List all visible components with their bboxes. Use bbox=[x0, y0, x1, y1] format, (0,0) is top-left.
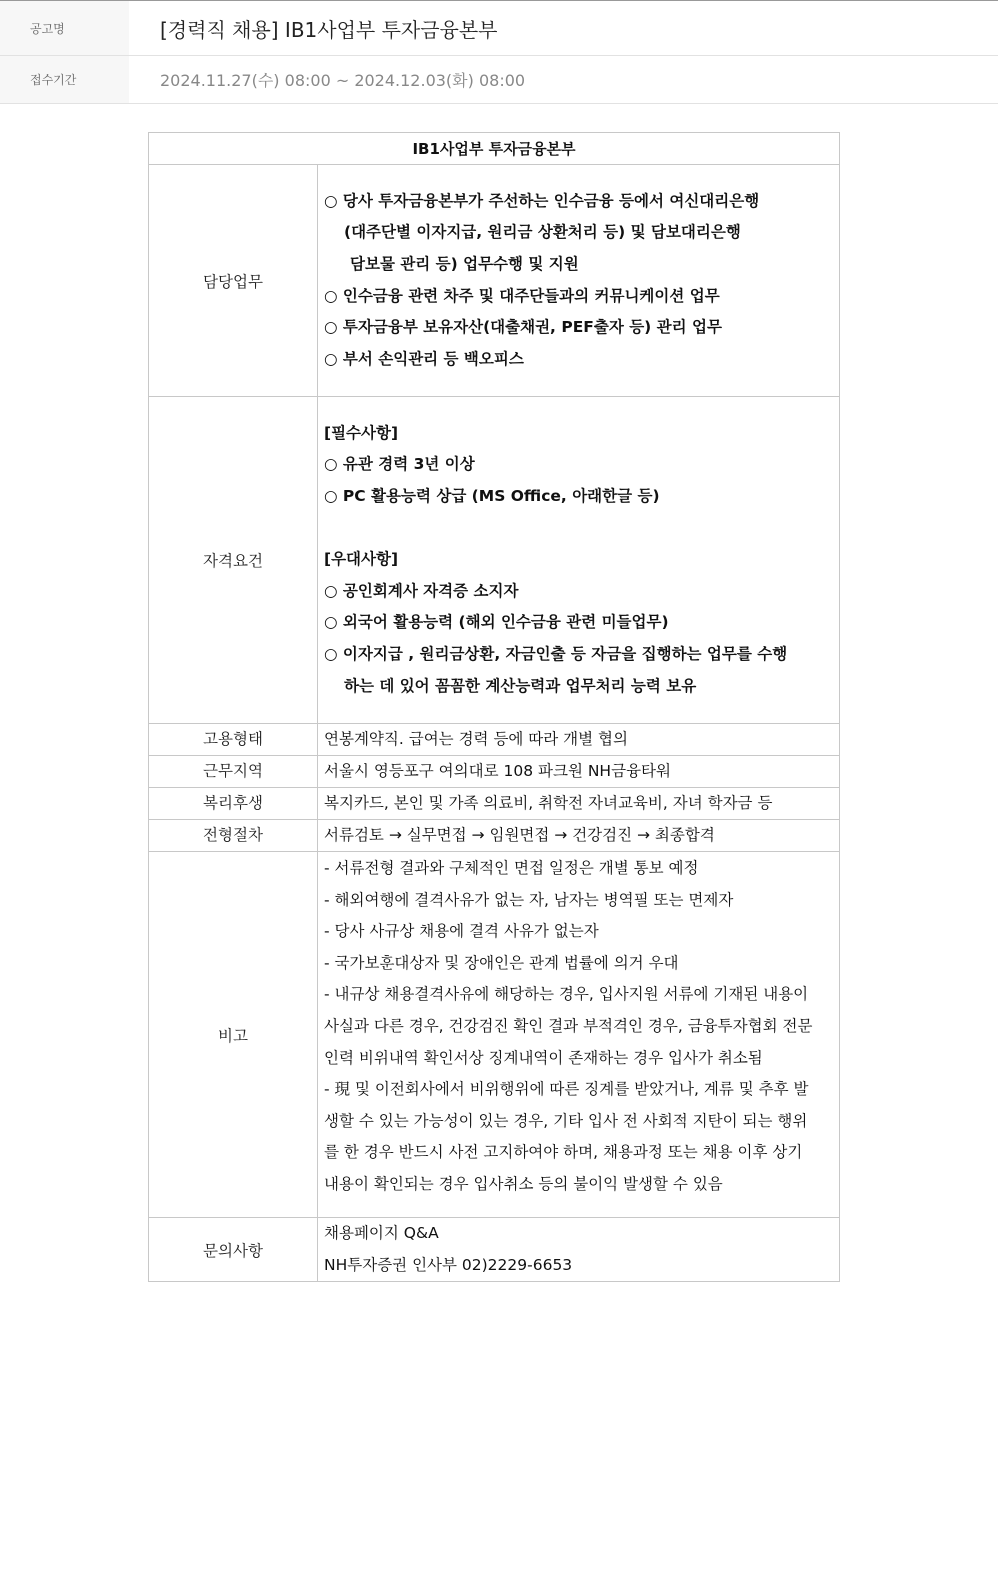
title-label: 공고명 bbox=[0, 1, 129, 55]
duties-content bbox=[318, 165, 840, 397]
table-caption: IB1사업부 투자금융본부 bbox=[149, 133, 840, 165]
job-description-table bbox=[148, 132, 840, 1282]
title-row bbox=[0, 1, 998, 56]
preferred-item: ○ 외국어 활용능력 (해외 인수금융 관련 미들업무) bbox=[324, 613, 669, 632]
duty-line: ○ 당사 투자금융본부가 주선하는 인수금융 등에서 여신대리은행 bbox=[324, 191, 760, 210]
preferred-item: ○ 공인회계사 자격증 소지자 bbox=[324, 581, 519, 600]
qualifications-content bbox=[318, 397, 840, 724]
posting-header bbox=[0, 0, 998, 104]
employment-label: 고용형태 bbox=[149, 724, 318, 756]
qualifications-label: 자격요건 bbox=[149, 397, 318, 724]
inquiry-content bbox=[318, 1218, 840, 1282]
period-row bbox=[0, 56, 998, 104]
required-title: [필수사항] bbox=[324, 423, 399, 442]
note-line: 사실과 다른 경우, 건강검진 확인 결과 부적격인 경우, 금융투자협회 전문 bbox=[324, 1016, 813, 1035]
note-line: - 서류전형 결과와 구체적인 면접 일정은 개별 통보 예정 bbox=[324, 859, 699, 877]
note-line: 생할 수 있는 가능성이 있는 경우, 기타 입사 전 사회적 지탄이 되는 행위 bbox=[324, 1111, 808, 1130]
preferred-item: ○ 이자지급 , 원리금상환, 자금인출 등 자금을 집행하는 업무를 수행 bbox=[324, 644, 788, 663]
note-line: 내용이 확인되는 경우 입사취소 등의 불이익 발생할 수 있음 bbox=[324, 1174, 723, 1193]
posting-title: [경력직 채용] IB1사업부 투자금융본부 bbox=[160, 17, 498, 42]
note-line: - 해외여행에 결격사유가 없는 자, 남자는 병역필 또는 면제자 bbox=[324, 890, 734, 909]
duty-line: (대주단별 이자지급, 원리금 상환처리 등) 및 담보대리은행 bbox=[344, 223, 741, 242]
required-item: ○ PC 활용능력 상급 (MS Office, 아래한글 등) bbox=[324, 487, 660, 506]
period-label: 접수기간 bbox=[0, 56, 129, 103]
inquiry-line: 채용페이지 Q&A bbox=[324, 1224, 439, 1242]
duty-line: ○ 인수금융 관련 차주 및 대주단들과의 커뮤니케이션 업무 bbox=[324, 286, 720, 305]
note-line: - 現 및 이전회사에서 비위행위에 따른 징계를 받았거나, 계류 및 추후 발 bbox=[324, 1080, 809, 1099]
note-line: - 내규상 채용결격사유에 해당하는 경우, 입사지원 서류에 기재된 내용이 bbox=[324, 985, 809, 1004]
note-line: - 국가보훈대상자 및 장애인은 관계 법률에 의거 우대 bbox=[324, 953, 679, 972]
note-line: - 당사 사규상 채용에 결격 사유가 없는자 bbox=[324, 922, 599, 941]
process-value: 서류검토 → 실무면접 → 임원면접 → 건강검진 → 최종합격 bbox=[318, 820, 840, 852]
location-value: 서울시 영등포구 여의대로 108 파크원 NH금융타워 bbox=[318, 756, 840, 788]
required-item: ○ 유관 경력 3년 이상 bbox=[324, 455, 475, 474]
benefits-label: 복리후생 bbox=[149, 788, 318, 820]
note-line: 를 한 경우 반드시 사전 고지하여야 하며, 채용과정 또는 채용 이후 상기 bbox=[324, 1143, 803, 1162]
location-label: 근무지역 bbox=[149, 756, 318, 788]
duties-label: 담당업무 bbox=[149, 165, 318, 397]
note-line: 인력 비위내역 확인서상 징계내역이 존재하는 경우 입사가 취소됨 bbox=[324, 1048, 763, 1067]
notes-label: 비고 bbox=[149, 852, 318, 1218]
preferred-title: [우대사항] bbox=[324, 550, 399, 569]
preferred-item: 하는 데 있어 꼼꼼한 계산능력과 업무처리 능력 보유 bbox=[344, 676, 697, 695]
inquiry-line: NH투자증권 인사부 02)2229-6653 bbox=[324, 1255, 573, 1274]
application-period: 2024.11.27(수) 08:00 ~ 2024.12.03(화) 08:00 bbox=[160, 71, 526, 90]
employment-value: 연봉계약직. 급여는 경력 등에 따라 개별 협의 bbox=[318, 724, 840, 756]
spacer bbox=[324, 513, 839, 545]
notes-content bbox=[318, 852, 840, 1218]
duty-line: 담보물 관리 등) 업무수행 및 지원 bbox=[350, 254, 579, 273]
duty-line: ○ 부서 손익관리 등 백오피스 bbox=[324, 349, 524, 368]
inquiry-label: 문의사항 bbox=[149, 1218, 318, 1282]
benefits-value: 복지카드, 본인 및 가족 의료비, 취학전 자녀교육비, 자녀 학자금 등 bbox=[318, 788, 840, 820]
duty-line: ○ 투자금융부 보유자산(대출채권, PEF출자 등) 관리 업무 bbox=[324, 318, 722, 337]
process-label: 전형절차 bbox=[149, 820, 318, 852]
